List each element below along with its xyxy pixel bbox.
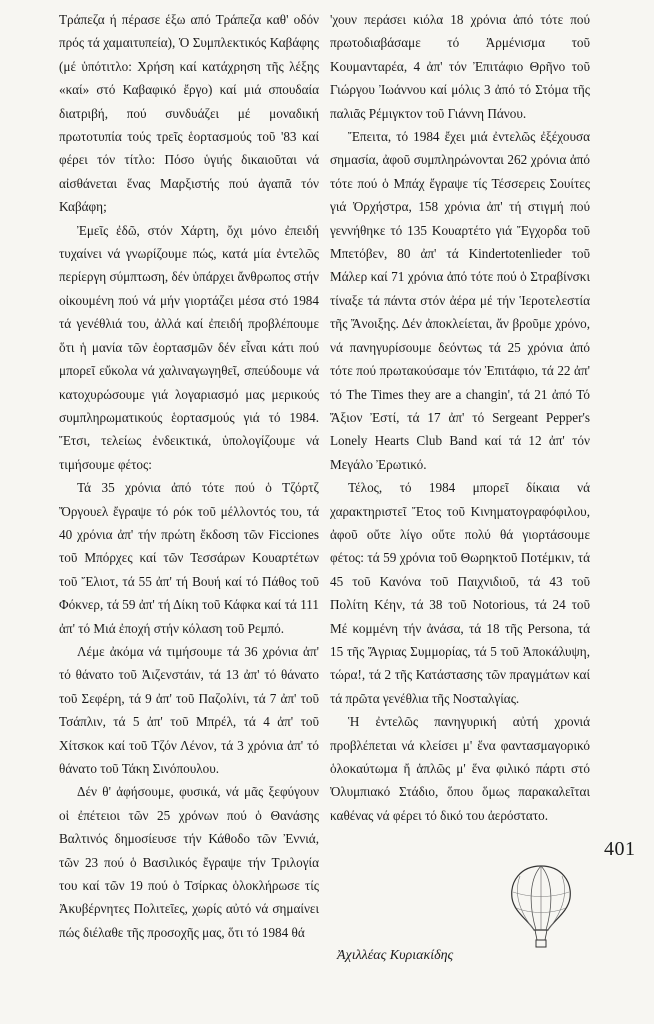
paragraph: Ἐμεῖς ἐδῶ, στόν Χάρτη, ὄχι μόνο ἐπειδή τυχαίνει νά γνωρίζουμε πώς, κατά μία ἐντελῶς περίεργη σύμπτωση, δέν ὑπάρχει ἄνθρωπος στήν οἰκουμένη πού νά μήν γιορτάζει μέσα στό 1984 τά γενέθλιά του, ἀλλά καί ἐπειδή προβλέπουμε ὅτι ἡ μανία τῶν ἑορτασμῶν δέν εἶναι κάτι πού μπορεῖ εὔκολα νά χαλιναγωγηθεῖ, σπεύδουμε νά κατοχυρώσουμε γιά λογαριασμό μας μερικούς συμπληρωματικούς ἑορτασμούς γιά τό 1984. Ἔτσι, τελείως ἐνδεικτικά, ὑπολογίζουμε νά τιμήσουμε φέτος:	[59, 222, 319, 472]
paragraph: Ἔπειτα, τό 1984 ἔχει μιά ἐντελῶς ἐξέχουσα σημασία, ἀφοῦ συμπληρώνονται 262 χρόνια ἀπό τότε πού ὁ Μπάχ ἔγραψε τίς Τέσσερεις Σουίτες γιά Ὀρχήστρα, 158 χρόνια ἀπ' τή στιγμή πού γεννήθηκε τό 135 Κουαρτέτο γιά Ἔγχορδα τοῦ Μπετόβεν, 80 ἀπ' τά Kindertotenlieder τοῦ Μάλερ καί 71 χρόνια ἀπό τότε πού ὁ Στραβίνσκι τίναξε τά πάντα στόν ἀέρα μέ τήν Ἱεροτελεστία τῆς Ἄνοιξης. Δέν ἀποκλείεται, ἄν βροῦμε χρόνο, νά πανηγυρίσουμε δεόντως τά 25 χρόνια ἀπό τότε πού πρωτακούσαμε τόν Ἐπιτάφιο, τά 22 ἀπ' τό The Times they are a changin', τά 21 ἀπό Τό Ἄξιον Ἐστί, τά 17 ἀπ' τό Sergeant Pepper's Lonely Hearts Club Band καί τά 12 ἀπ' τόν Μεγάλο Ἐρωτικό.	[330, 129, 590, 472]
paragraph: Δέν θ' ἀφήσουμε, φυσικά, νά μᾶς ξεφύγουν οἱ ἐπέτειοι τῶν 25 χρόνων πού ὁ Θανάσης Βαλτινός δημοσίευσε τήν Κάθοδο τῶν Ἐννιά, τῶν 23 πού ὁ Βασιλικός ἔγραψε τήν Τριλογία του καί τῶν 19 πού ὁ Τσίρκας ὁλοκλήρωσε τίς Ἀκυβέρνητες Πολιτεῖες, χωρίς αὐτό νά σημαίνει πώς διέλαθε τῆς προσοχῆς μας, ὅτι τό 1984 θά	[59, 784, 319, 940]
author-signature: Ἀχιλλέας Κυριακίδης	[337, 948, 454, 963]
page-number: 401	[604, 838, 636, 860]
paragraph: Τέλος, τό 1984 μπορεῖ δίκαια νά χαρακτηριστεῖ Ἔτος τοῦ Κινηματογραφόφιλου, ἀφοῦ οὔτε λίγο οὔτε πολύ θά γιορτάσουμε φέτος: τά 59 χρόνια τοῦ Θωρηκτοῦ Ποτέμκιν, τά 45 τοῦ Κανόνα τοῦ Παιχνιδιοῦ, τά 43 τοῦ Πολίτη Κέην, τά 38 τοῦ Notorious, τά 24 τοῦ Μέ κομμένη τήν ἀνάσα, τά 18 τῆς Persona, τά 15 τῆς Ἄγριας Συμμορίας, τά 5 τοῦ Ἀποκάλυψη, τώρα!, τά 2 τῆς Κατάστασης τῶν πραγμάτων καί τά πρῶτα γενέθλια τῆς Νοσταλγίας.	[330, 480, 590, 706]
left-text-column	[59, 8, 319, 944]
paragraph: Ἡ ἐντελῶς πανηγυρική αὐτή χρονιά προβλέπεται νά κλείσει μ' ἕνα φαντασμαγορικό ὁλοκαύτωμα ἤ ἁπλῶς μ' ἕνα φιλικό πάρτι στό Ὀλυμπιακό Στάδιο, ὅπου ὅμως παρακαλεῖται καθένας νά φέρει τό δικό του ἀερόστατο.	[330, 714, 590, 823]
paragraph: Τά 35 χρόνια ἀπό τότε πού ὁ Τζόρτζ Ὄργουελ ἔγραψε τό ρόκ τοῦ μέλλοντός του, τά 40 χρόνια ἀπ' τήν πρώτη ἔκδοση τῶν Ficciones τοῦ Μπόρχες καί τῶν Τεσσάρων Κουαρτέτων τοῦ Ἔλιοτ, τά 55 ἀπ' τή Βουή καί τό Πάθος τοῦ Φόκνερ, τά 59 ἀπ' τή Δίκη τοῦ Κάφκα καί τά 111 ἀπ' τό Μιά ἐποχή στήν κόλαση τοῦ Ρεμπό.	[59, 480, 319, 636]
paragraph: Λέμε ἀκόμα νά τιμήσουμε τά 36 χρόνια ἀπ' τό θάνατο τοῦ Ἀιζενστάιν, τά 13 ἀπ' τό θάνατο τοῦ Σεφέρη, τά 9 ἀπ' τοῦ Παζολίνι, τά 7 ἀπ' τοῦ Τσάπλιν, τά 5 ἀπ' τοῦ Μπρέλ, τά 4 ἀπ' τοῦ Χίτσκοκ καί τοῦ Τζόν Λένον, τά 3 χρόνια ἀπ' τό θάνατο τοῦ Τάκη Σινόπουλου.	[59, 643, 319, 776]
right-text-column	[330, 8, 590, 827]
paragraph: 'χουν περάσει κιόλα 18 χρόνια ἀπό τότε πού πρωτοδιαβάσαμε τό Ἀρμένισμα τοῦ Κουμανταρέα, 4 ἀπ' τόν Ἐπιτάφιο Θρῆνο τοῦ Γιώργου Ἰωάννου καί μόλις 3 ἀπό τό Στόμα τῆς παλιᾶς Ρέμιγκτον τοῦ Γιάννη Πάνου.	[330, 12, 590, 121]
paragraph: Τράπεζα ή πέρασε έξω από Τράπεζα καθ' οδόν πρός τά χαμαιτυπεία), Ὁ Συμπλεκτικός Καβάφης (μέ ὑπότιτλο: Χρήση καί κατάχρηση τῆς λέξης «καί» στό Καβαφικό ἔργο) καί μιά σπουδαία διατριβή, πού συνδυάζει μέ μοναδική πρωτοτυπία τούς τρεῖς ἑορτασμούς τοῦ '83 καί φέρει τόν τίτλο: Πόσο ὑγιής δικαιοῦται νά αἰσθάνεται ἕνας Μαρξιστής πού ἀγαπᾶ τόν Καβάφη;	[59, 12, 319, 215]
hot-air-balloon-illustration	[506, 862, 576, 952]
